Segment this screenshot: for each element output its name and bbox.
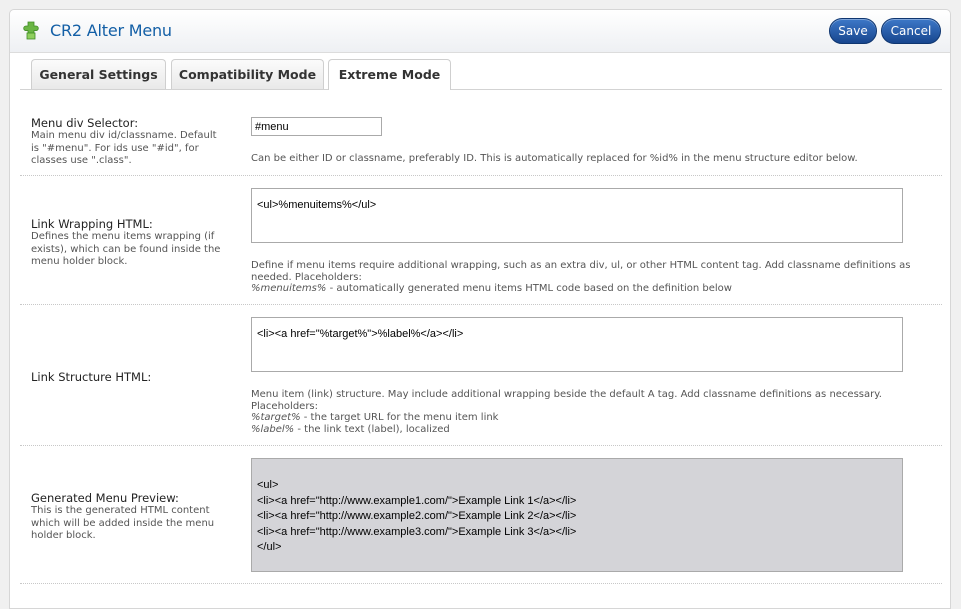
link-wrapping-textarea[interactable]: <ul>%menuitems%</ul> — [251, 188, 903, 243]
save-button[interactable]: Save — [829, 18, 877, 44]
cancel-button[interactable]: Cancel — [881, 18, 941, 44]
link-structure-help-text: Menu item (link) structure. May include additional wrapping beside the default A tag. Add classname definitions as necessary. Placeholders: — [251, 389, 882, 412]
tab-general-settings[interactable]: General Settings — [31, 59, 166, 89]
link-wrapping-desc: Defines the menu items wrapping (if exists), which can be found inside the menu holder block. — [31, 231, 221, 267]
puzzle-piece-icon — [21, 21, 41, 41]
placeholder-menuitems-desc: - automatically generated menu items HTML code based on the definition below — [326, 283, 732, 294]
preview-line: <ul> — [257, 479, 279, 491]
link-wrapping-help — [251, 260, 921, 295]
generated-preview-desc: This is the generated HTML content which will be added inside the menu holder block. — [31, 505, 215, 541]
generated-preview-label: Generated Menu Preview: — [31, 491, 179, 505]
tab-compatibility-mode[interactable]: Compatibility Mode — [171, 59, 324, 89]
menu-div-selector-help: Can be either ID or classname, preferably ID. This is automatically replaced for %id% in the menu structure editor below. — [251, 153, 858, 164]
placeholder-label-desc: - the link text (label), localized — [294, 423, 450, 435]
tab-extreme-mode[interactable]: Extreme Mode — [328, 59, 451, 90]
preview-line: </ul> — [257, 541, 282, 553]
tab-bar — [20, 59, 942, 90]
placeholder-target: %target% — [251, 412, 301, 423]
header-bar — [10, 10, 950, 53]
page-title: CR2 Alter Menu — [50, 21, 172, 40]
link-wrapping-label: Link Wrapping HTML: — [31, 217, 153, 231]
preview-line: <li><a href="http://www.example2.com/">Example Link 2</a></li> — [257, 510, 577, 522]
menu-div-selector-label: Menu div Selector: — [31, 116, 139, 130]
link-wrapping-help-text: Define if menu items require additional wrapping, such as an extra div, ul, or other HTML content tag. Add classname definitions as needed. Placeholders: — [251, 260, 911, 283]
settings-window — [9, 9, 951, 609]
preview-line: <li><a href="http://www.example1.com/">Example Link 1</a></li> — [257, 494, 577, 507]
generated-preview-box — [251, 458, 903, 572]
placeholder-menuitems: %menuitems% — [251, 283, 327, 294]
menu-div-selector-input[interactable]: #menu — [251, 117, 382, 136]
preview-line: <li><a href="http://www.example3.com/">Example Link 3</a></li> — [257, 525, 577, 538]
placeholder-label: %label% — [251, 423, 295, 435]
link-structure-textarea[interactable]: <li><a href="%target%">%label%</a></li> — [251, 317, 903, 372]
placeholder-target-desc: - the target URL for the menu item link — [300, 412, 499, 423]
link-structure-label: Link Structure HTML: — [31, 370, 152, 384]
menu-div-selector-desc: Main menu div id/classname. Default is "#menu". For ids use "#id", for classes use ".class". — [31, 130, 217, 166]
link-structure-help — [251, 389, 921, 435]
